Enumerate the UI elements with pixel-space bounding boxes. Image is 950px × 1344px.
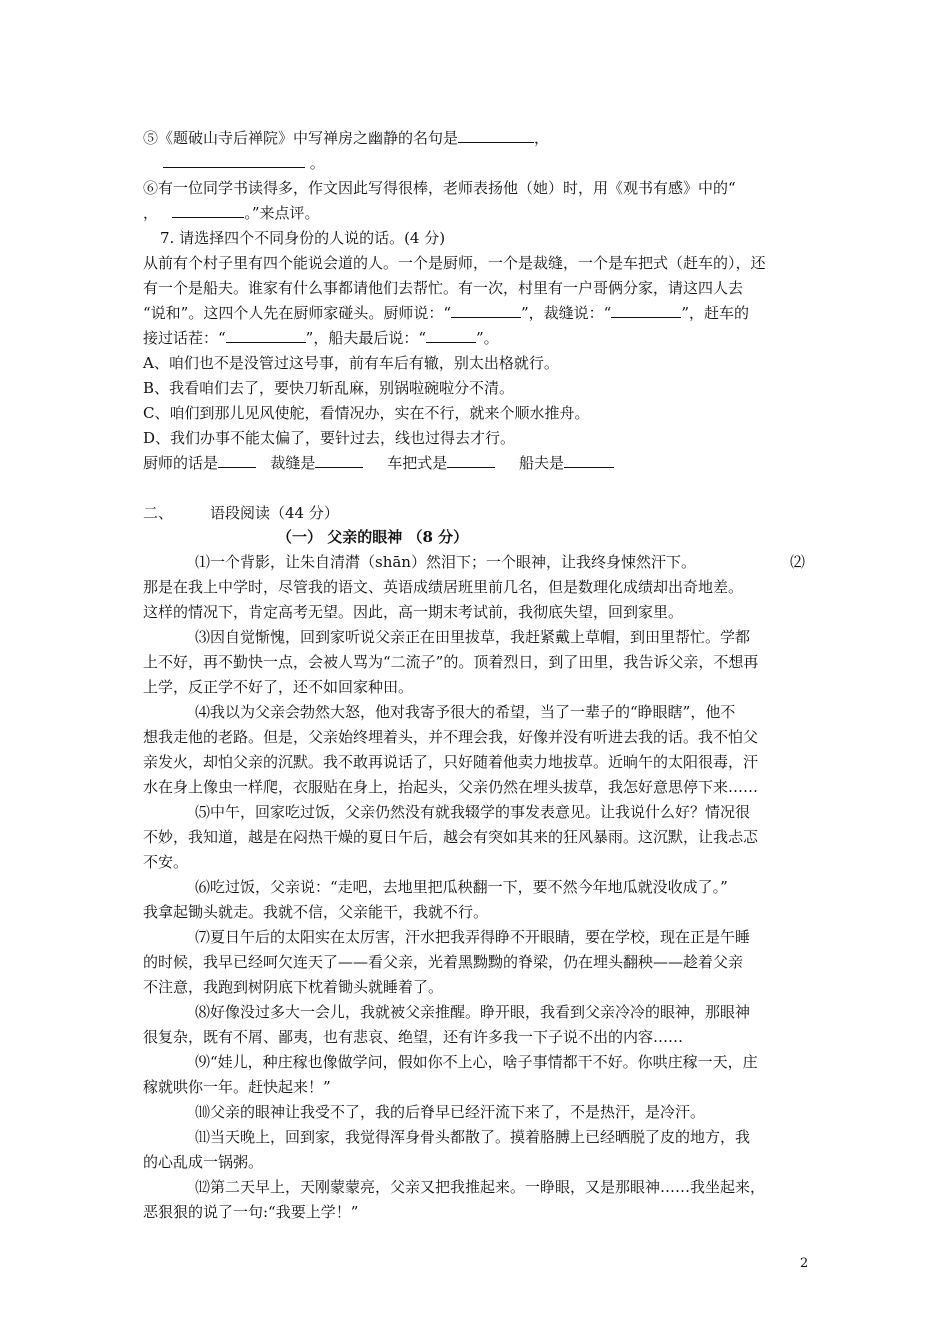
passage-line: 上不好，再不勤快一点，会被人骂为“二流子”的。顶着烈日，到了田里，我告诉父亲，不想再 — [143, 653, 759, 671]
q7-blank-boat — [426, 328, 476, 343]
q7-option-b: B、我看咱们去了，要快刀斩乱麻，别锅啦碗啦分不清。 — [143, 379, 515, 397]
passage-line: ⑺夏日午后的太阳实在太厉害，汗水把我弄得睁不开眼睛，要在学校，现在正是午睡 — [195, 928, 751, 946]
passage-line: ⑾当天晚上，回到家，我觉得浑身骨头都散了。摸着胳膊上已经晒脱了皮的地方，我 — [195, 1128, 751, 1146]
passage-line: ⑼“娃儿，种庄稼也像做学问，假如你不上心，啥子事情都干不好。你哄庄稼一天，庄 — [195, 1053, 758, 1071]
q5-line — [143, 128, 549, 148]
passage-line: ⑽父亲的眼神让我受不了，我的后脊早已经汗流下来了，不是热汗，是冷汗。 — [195, 1103, 706, 1121]
q5-blank-2 — [163, 153, 305, 168]
q5-period: 。 — [309, 154, 325, 172]
q7-option-c: C、咱们到那儿见风使舵，看情况办，实在不行，就来个顺水推舟。 — [143, 404, 590, 422]
q7-p3-c: ”，赶车的 — [681, 304, 750, 322]
passage-line: 上学，反正学不好了，还不如回家种田。 — [143, 678, 414, 696]
q5-blank-1 — [458, 128, 534, 143]
passage-line: 恶狠狠的说了一句:“我要上学！” — [143, 1203, 359, 1221]
passage-line: 我拿起锄头就走。我就不信，父亲能干，我就不行。 — [143, 903, 489, 921]
section2-title: 语段阅读（44 分） — [210, 504, 339, 522]
ans-boat-blank — [564, 453, 614, 468]
page-number: 2 — [800, 1256, 809, 1271]
q7-blank-chef — [451, 303, 521, 318]
passage-line: ⑷我以为父亲会勃然大怒，他对我寄予很大的希望，当了一辈子的“睁眼瞎”，他不 — [195, 703, 736, 721]
passage-line: 很复杂，既有不屑、鄙夷，也有悲哀、绝望，还有许多我一下子说不出的内容…… — [143, 1028, 684, 1046]
q6-line1: ⑥有一位同学书读得多，作文因此写得很棒，老师表扬他（她）时，用《观书有感》中的“ — [143, 179, 736, 197]
q7-blank-driver — [226, 328, 306, 343]
ans-tailor-blank — [315, 453, 363, 468]
passage-line: 的时候，我早已经呵欠连天了——看父亲，光着黑黝黝的脊梁，仍在埋头翻秧——趁着父亲 — [143, 953, 744, 971]
q5-comma: ， — [534, 129, 550, 147]
passage-line: 不妙，我知道，越是在闷热干燥的夏日午后，越会有突如其来的狂风暴雨。这沉默，让我忐忑 — [143, 828, 759, 846]
q7-para-2: 有一个是船夫。谁家有什么事都请他们去帮忙。有一次，村里有一户哥俩分家，请这四人去 — [143, 279, 744, 297]
q5-line2 — [163, 153, 325, 173]
q7-blank-tailor — [611, 303, 681, 318]
passage-line: ⑸中午，回家吃过饭，父亲仍然没有就我辍学的事发表意见。让我说什么好？情况很 — [195, 803, 751, 821]
ans-chef-label: 厨师的话是 — [143, 454, 219, 472]
passage-line: 亲发火，却怕父亲的沉默。我不敢再说话了，只好随着他卖力地拔草。近晌午的太阳很毒，汗 — [143, 753, 759, 771]
q6-comma: ， — [143, 204, 159, 222]
q6-blank — [172, 203, 244, 218]
q7-answer-line — [143, 453, 614, 473]
passage-line: 水在身上像虫一样爬，衣服贴在身上，抬起头，父亲仍然在埋头拔草，我怎好意思停下来…… — [143, 778, 759, 796]
passage-title: （一） 父亲的眼神 （8 分） — [277, 528, 469, 546]
passage-line: 稼就哄你一年。赶快起来！” — [143, 1078, 331, 1096]
passage-line: ⑵ — [790, 553, 806, 571]
q7-para-4 — [143, 328, 499, 348]
q7-p4-a: 接过话茬：“ — [143, 329, 226, 347]
ans-tailor-label: 裁缝是 — [270, 454, 316, 472]
q7-p4-b: ”，船夫最后说：“ — [305, 329, 427, 347]
q7-option-a: A、咱们也不是没管过这号事，前有车后有辙，别太出格就行。 — [143, 354, 559, 372]
passage-line: 这样的情况下，肯定高考无望。因此，高一期末考试前，我彻底失望，回到家里。 — [143, 603, 684, 621]
ans-chef-blank — [218, 453, 256, 468]
q7-title: 7. 请选择四个不同身份的人说的话。(4 分) — [160, 229, 446, 247]
passage-line: ⑶因自觉惭愧，回到家听说父亲正在田里拔草，我赶紧戴上草帽，到田里帮忙。学都 — [195, 628, 751, 646]
q7-p4-c: ”。 — [476, 329, 499, 347]
passage-line: 那是在我上中学时，尽管我的语文、英语成绩居班里前几名，但是数理化成绩却出奇地差。 — [143, 578, 744, 596]
passage-line: 不安。 — [143, 853, 189, 871]
q7-para-3 — [143, 303, 749, 323]
passage-line: ⑴一个背影，让朱自清潸（shān）然泪下；一个眼神，让我终身悚然汗下。 — [195, 553, 696, 571]
passage-line: ⑿第二天早上，天刚蒙蒙亮，父亲又把我推起来。一睁眼，又是那眼神……我坐起来， — [195, 1178, 766, 1196]
passage-line: ⑻好像没过多大一会儿，我就被父亲推醒。睁开眼，我看到父亲冷冷的眼神，那眼神 — [195, 1003, 751, 1021]
section2-number: 二、 — [143, 504, 174, 522]
section2-heading — [143, 503, 173, 523]
q6-line2 — [143, 203, 320, 223]
ans-boat-label: 船夫是 — [519, 454, 565, 472]
ans-driver-label: 车把式是 — [387, 454, 448, 472]
q5-text: ⑤《题破山寺后禅院》中写禅房之幽静的名句是 — [143, 129, 459, 147]
q6-suffix: 。”来点评。 — [244, 204, 320, 222]
passage-line: 不注意，我跑到树阴底下枕着锄头就睡着了。 — [143, 978, 444, 996]
passage-line: ⑹吃过饭，父亲说：“走吧，去地里把瓜秧翻一下，要不然今年地瓜就没收成了。” — [195, 878, 728, 896]
passage-line: 想我走他的老路。但是，父亲始终埋着头，并不理会我，好像并没有听进去我的话。我不怕父 — [143, 728, 759, 746]
q7-p3-b: ”，裁缝说：“ — [521, 304, 612, 322]
q7-option-d: D、我们办事不能太偏了，要针过去，线也过得去才行。 — [143, 429, 516, 447]
ans-driver-blank — [447, 453, 495, 468]
q7-para-1: 从前有个村子里有四个能说会道的人。一个是厨师，一个是裁缝，一个是车把式（赶车的），还 — [143, 254, 766, 272]
q7-p3-a: “说和”。这四个人先在厨师家碰头。厨师说：“ — [143, 304, 452, 322]
passage-line: 的心乱成一锅粥。 — [143, 1153, 264, 1171]
